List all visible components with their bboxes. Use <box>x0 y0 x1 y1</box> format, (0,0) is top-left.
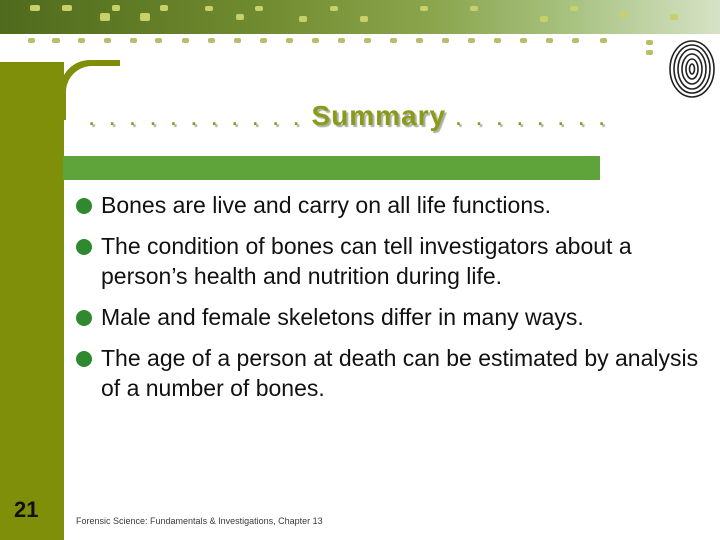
bullet-dot-icon <box>76 198 92 214</box>
title-suffix-dots: . . . . . . . . <box>454 101 609 131</box>
list-item <box>76 343 716 403</box>
title-text: Summary <box>311 100 447 131</box>
footer-text: Forensic Science: Fundamentals & Investigations, Chapter 13 <box>76 516 323 526</box>
bullet-text: Male and female skeletons differ in many ways. <box>101 304 584 330</box>
bullet-dot-icon <box>76 239 92 255</box>
title-underline-bar <box>63 156 600 180</box>
fingerprint-icon <box>666 36 718 102</box>
slide-number: 21 <box>14 497 39 522</box>
bullet-list <box>76 190 716 414</box>
bullet-text: The age of a person at death can be estimated by analysis of a number of bones. <box>101 345 699 401</box>
slide-title <box>88 100 608 132</box>
bullet-dot-icon <box>76 351 92 367</box>
title-prefix-dots: . . . . . . . . . . . <box>88 101 303 131</box>
list-item <box>76 190 716 220</box>
bullet-text: The condition of bones can tell investigators about a person’s health and nutrition during life. <box>101 233 632 289</box>
list-item <box>76 231 716 291</box>
list-item <box>76 302 716 332</box>
bullet-dot-icon <box>76 310 92 326</box>
bullet-text: Bones are live and carry on all life functions. <box>101 192 552 218</box>
left-accent-bar <box>0 62 64 540</box>
decorative-dot-pattern <box>0 0 720 62</box>
